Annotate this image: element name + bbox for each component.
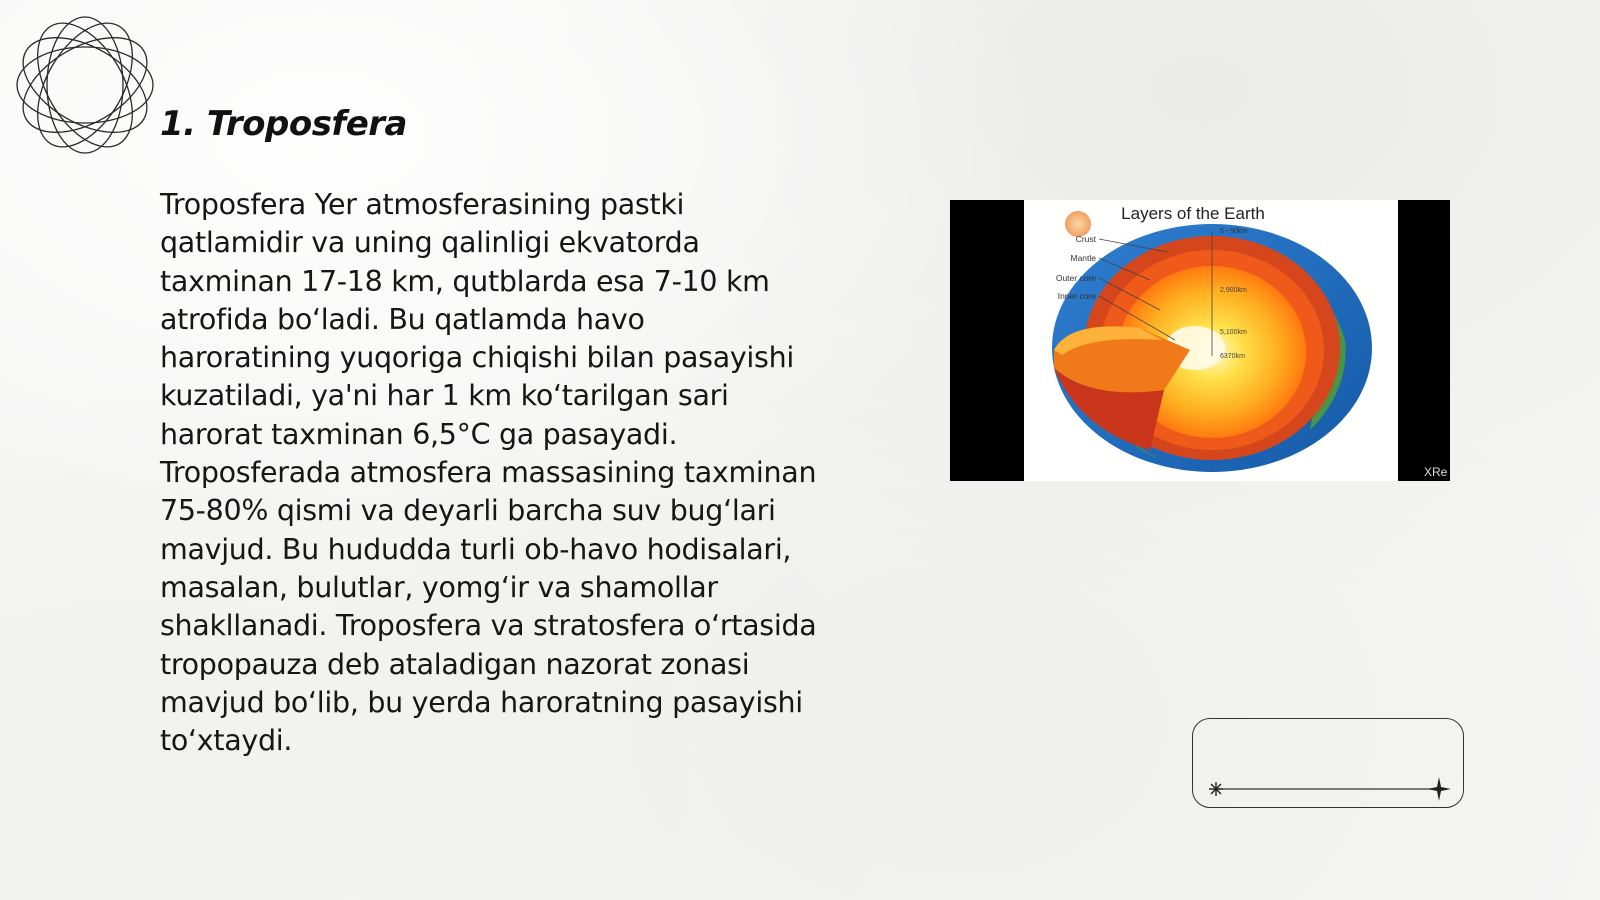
sparkle-icon <box>1209 782 1223 796</box>
figure-watermark: XRe <box>1424 465 1448 479</box>
label-outer-core: Outer core <box>1055 273 1096 283</box>
label-inner-core: Inner core <box>1057 291 1096 301</box>
depth-outer-core: 5,100km <box>1220 329 1247 336</box>
figure-heading: Layers of the Earth <box>1121 204 1265 223</box>
slide-title: 1. Troposfera <box>160 104 407 144</box>
earth-layers-illustration <box>950 200 1450 481</box>
depth-mantle: 2,900km <box>1220 287 1247 294</box>
earth-layers-figure <box>950 200 1450 481</box>
four-point-star-icon <box>1427 777 1451 801</box>
label-crust: Crust <box>1075 234 1096 244</box>
circular-rings-ornament-icon <box>10 10 160 160</box>
depth-inner-core: 6370km <box>1220 353 1245 360</box>
depth-crust: 5 - 50km <box>1220 228 1248 235</box>
decorative-timeline-box <box>1192 718 1464 808</box>
timeline-line <box>1193 719 1465 809</box>
slide-body-text: Troposfera Yer atmosferasining pastki qatlamidir va uning qalinligi ekvatorda taxminan 17-18 km, qutblarda esa 7-10 km atrofida bo‘ladi. Bu qatlamda havo haroratining yuqoriga chiqishi bilan pasayishi kuzatiladi, ya'ni har 1 km ko‘tarilgan sari harorat taxminan 6,5°C ga pasayadi. Troposferada atmosfera massasining taxminan 75-80% qismi va deyarli barcha suv bug‘lari mavjud. Bu hududda turli ob-havo hodisalari, masalan, bulutlar, yomg‘ir va shamollar shakllanadi. Troposfera va stratosfera o‘rtasida tropopauza deb ataladigan nazorat zonasi mavjud bo‘lib, bu yerda haroratning pasayishi to‘xtaydi. <box>160 188 817 758</box>
label-mantle: Mantle <box>1070 253 1096 263</box>
